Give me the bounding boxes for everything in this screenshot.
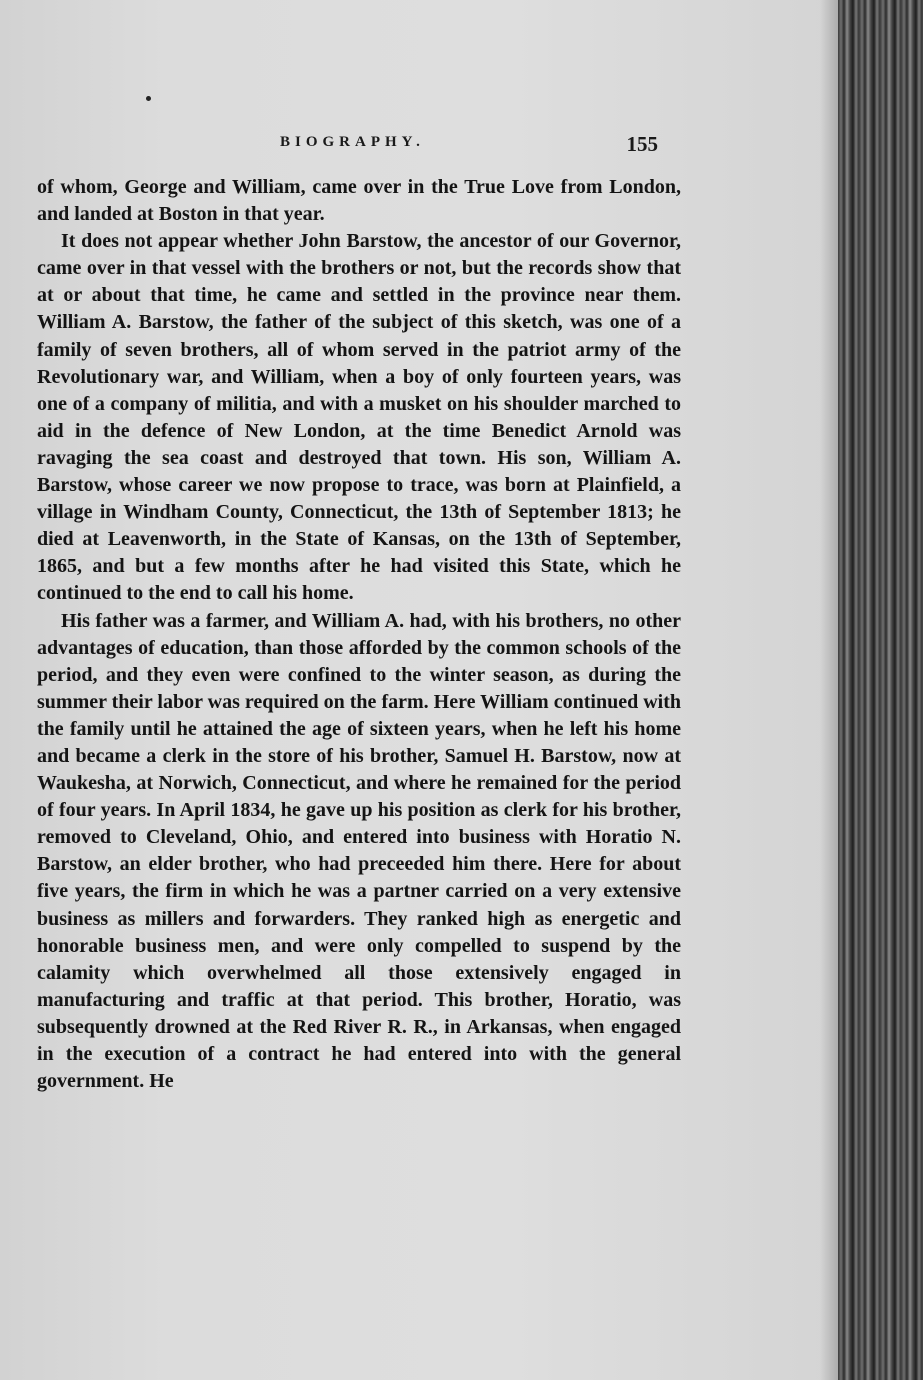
ink-speck: [146, 96, 151, 101]
page-number: 155: [626, 132, 658, 156]
running-head: [40, 132, 660, 158]
paragraph-2: It does not appear whether John Barstow, the ancestor of our Governor, came over in that vessel with the brothers or not, but the records show that at or about that time, he came and settled in the province near them. William A. Barstow, the father of the subject of this sketch, was one of a family of seven brothers, all of whom served in the patriot army of the Revolutionary war, and William, when a boy of only fourteen years, was one of a company of militia, and with a musket on his shoulder marched to aid in the defence of New London, at the time Benedict Arnold was ravaging the sea coast and destroyed that town. His son, William A. Barstow, whose career we now propose to trace, was born at Plainfield, a village in Windham County, Connecticut, the 13th of September 1813; he died at Leavenworth, in the State of Kansas, on the 13th of September, 1865, and but a few months after he had visited this State, which he continued to the end to call his home.: [37, 230, 681, 605]
running-title: BIOGRAPHY.: [280, 134, 425, 150]
body-text: [37, 174, 681, 1095]
book-spine: [838, 0, 923, 1380]
paragraph-3: His father was a farmer, and William A. had, with his brothers, no other advantages of education, than those afforded by the common schools of the period, and they even were confined to the winter season, as during the summer their labor was required on the farm. Here William continued with the family until he attained the age of sixteen years, when he left his home and became a clerk in the store of his brother, Samuel H. Barstow, now at Waukesha, at Norwich, Connecticut, and where he remained for the period of four years. In April 1834, he gave up his position as clerk for his brother, removed to Cleveland, Ohio, and entered into business with Horatio N. Barstow, an elder brother, who had preceeded him there. Here for about five years, the firm in which he was a partner carried on a very extensive business as millers and forwarders. They ranked high as energetic and honorable business men, and were only compelled to suspend by the calamity which overwhelmed all those extensively engaged in manufacturing and traffic at that period. This brother, Horatio, was subsequently drowned at the Red River R. R., in Arkansas, when engaged in the execution of a contract he had entered into with the general government. He: [37, 609, 681, 1093]
paragraph-1: of whom, George and William, came over in the True Love from London, and landed at Boston in that year.: [37, 176, 681, 226]
